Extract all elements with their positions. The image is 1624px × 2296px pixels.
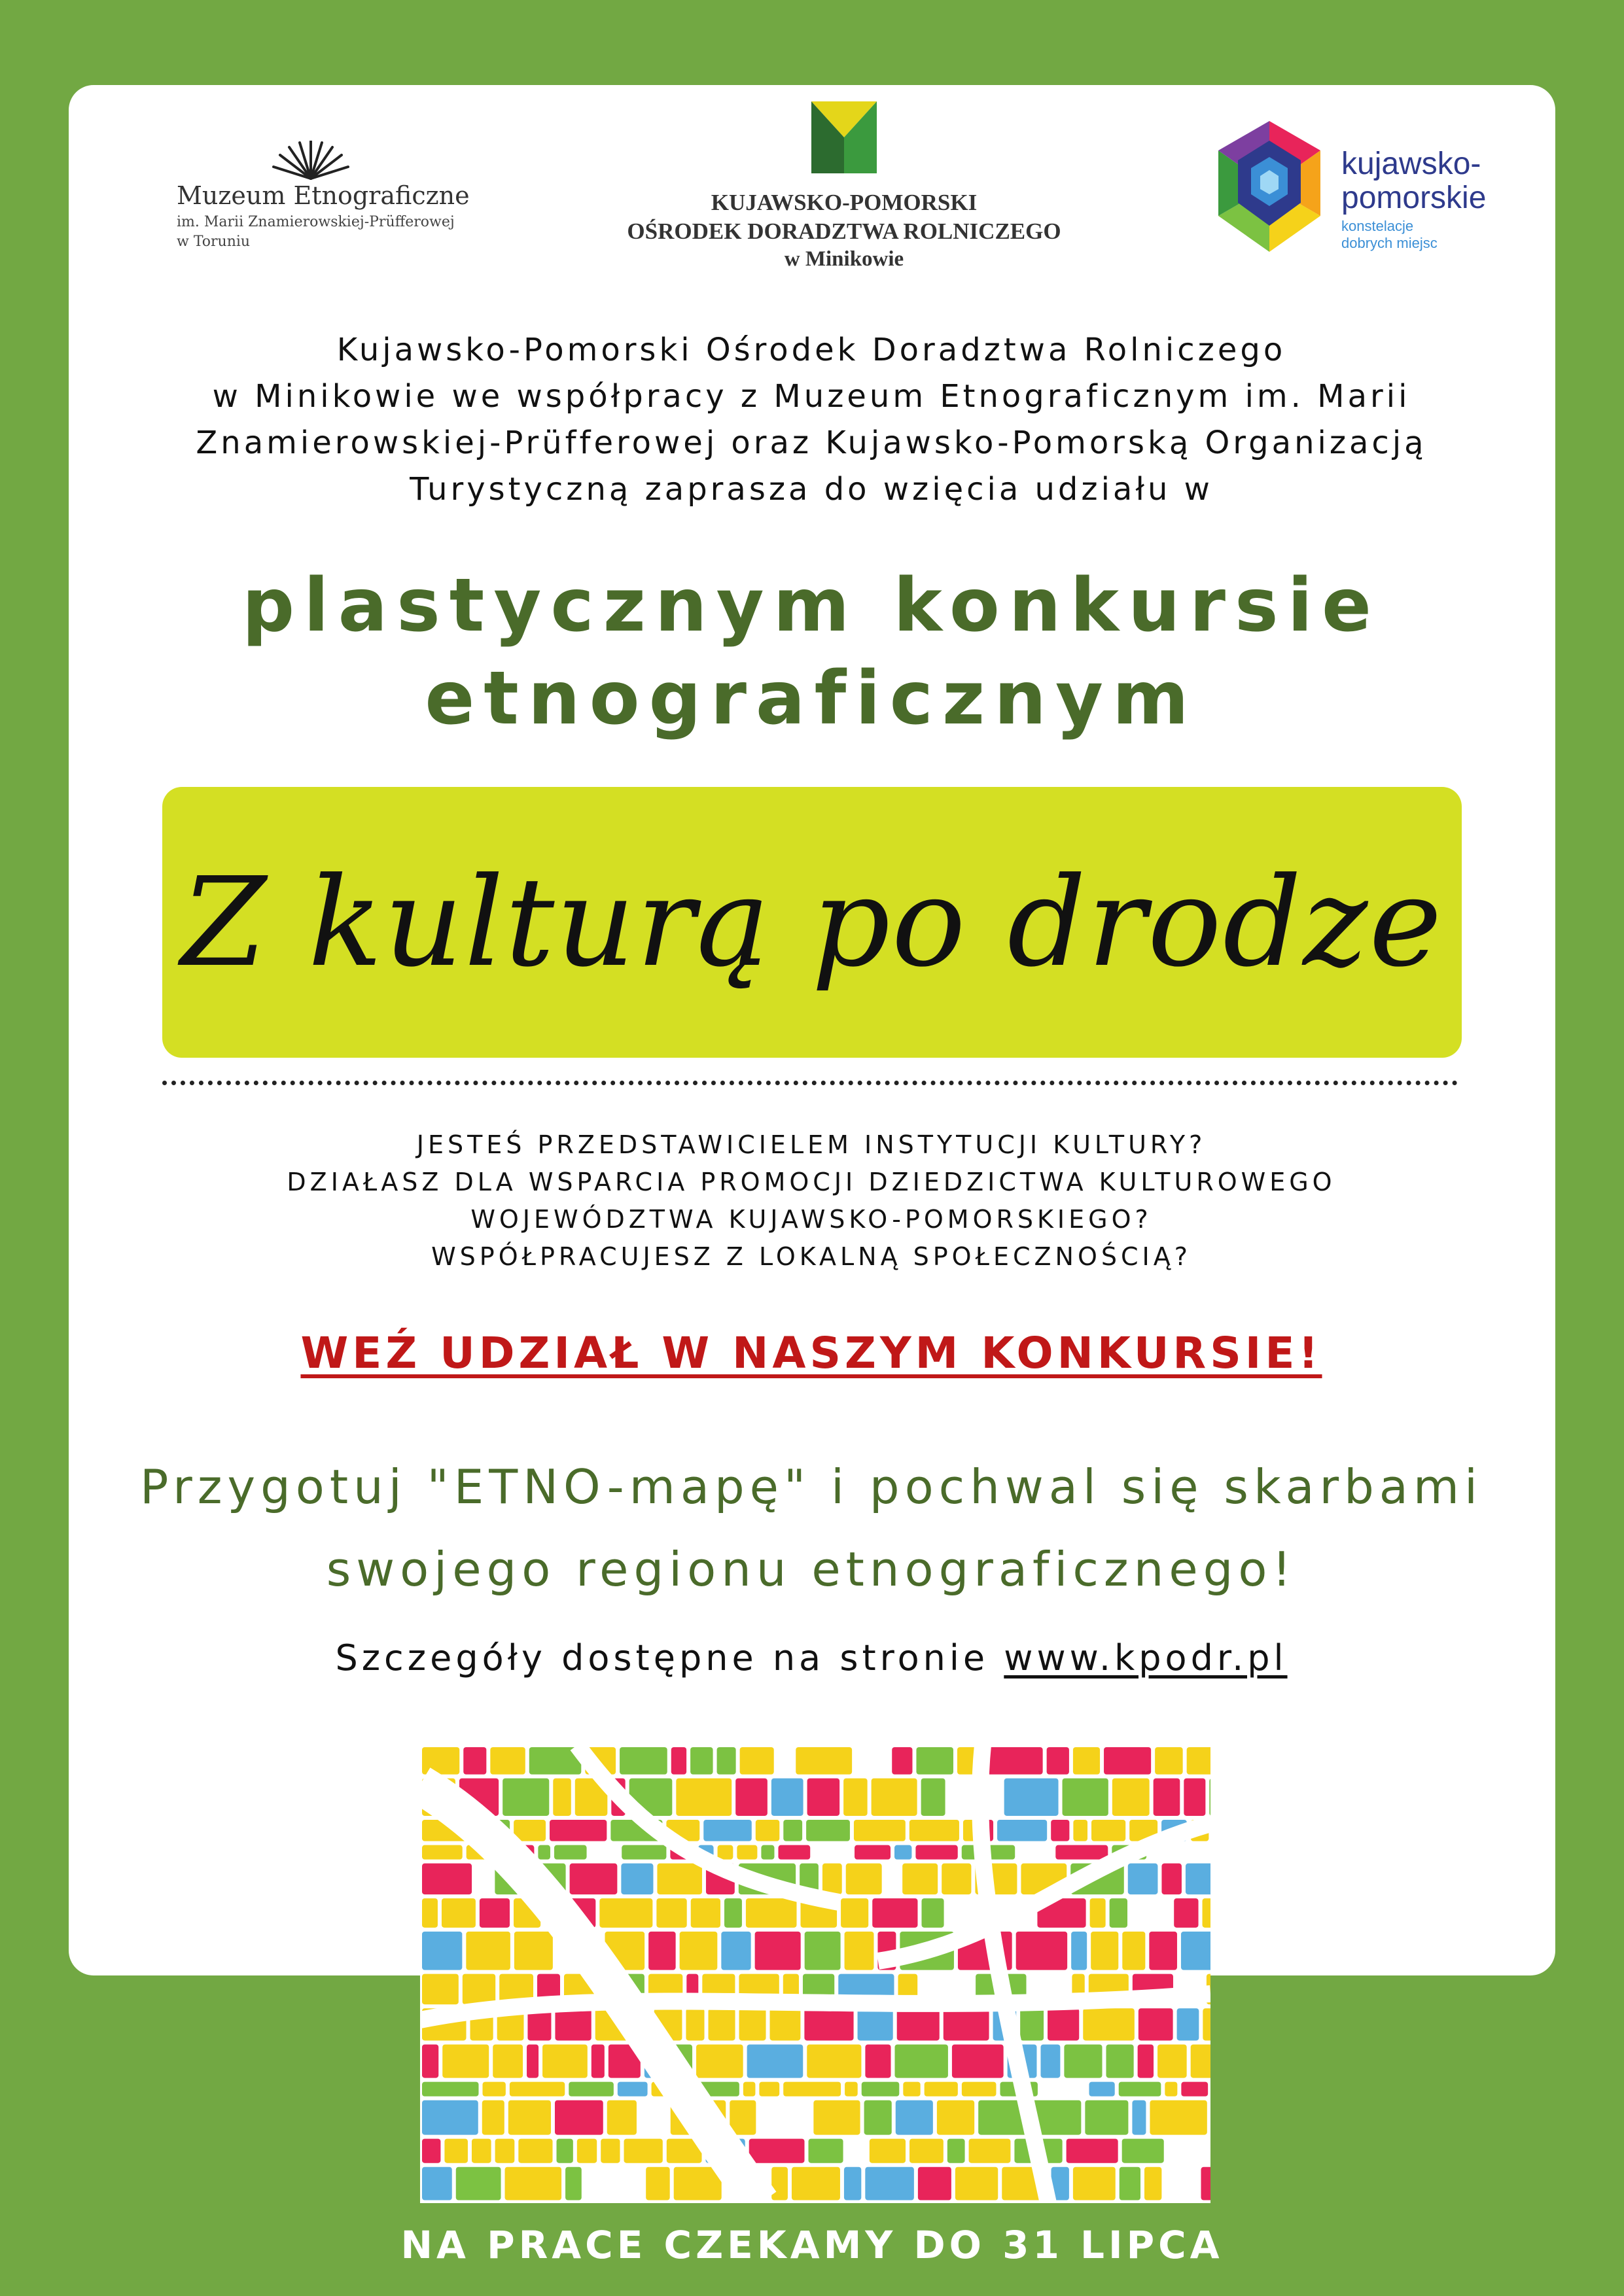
map-block xyxy=(442,1898,476,1928)
map-block xyxy=(746,1898,797,1928)
map-block xyxy=(1120,2167,1140,2200)
map-block xyxy=(1202,1845,1210,1860)
map-block xyxy=(892,1747,912,1775)
map-block xyxy=(676,1779,732,1816)
map-block xyxy=(909,2139,944,2163)
map-block xyxy=(1149,1932,1177,1970)
map-block xyxy=(1071,1932,1087,1970)
map-block xyxy=(422,2082,478,2096)
map-block xyxy=(554,1845,587,1860)
map-block xyxy=(646,2167,670,2200)
map-block xyxy=(1131,1898,1170,1928)
map-block xyxy=(1168,2139,1210,2163)
map-block xyxy=(845,2082,858,2096)
map-block xyxy=(1157,2044,1187,2078)
map-block xyxy=(586,2167,642,2200)
map-block xyxy=(624,2139,663,2163)
map-block xyxy=(783,1820,802,1841)
map-block xyxy=(1051,1820,1069,1841)
map-block xyxy=(856,1747,888,1775)
question-line: JESTEŚ PRZEDSTAWICIELEM INSTYTUCJI KULTURY? xyxy=(416,1130,1207,1159)
map-block xyxy=(952,2044,1004,2078)
map-block xyxy=(696,2044,743,2078)
city-map-illustration xyxy=(420,1745,1210,2203)
map-block xyxy=(730,2100,756,2135)
map-block xyxy=(718,1845,733,1860)
title-banner xyxy=(162,787,1462,1058)
map-block xyxy=(855,1845,891,1860)
map-block xyxy=(909,1820,959,1841)
map-block xyxy=(1085,2100,1128,2135)
map-block xyxy=(1112,1779,1150,1816)
intro-line: Znamierowskiej-Prüfferowej oraz Kujawsko-Pomorską Organizacją xyxy=(196,425,1427,461)
map-block xyxy=(915,1845,957,1860)
map-block xyxy=(550,1820,607,1841)
map-block xyxy=(844,2167,861,2200)
map-block xyxy=(1184,1779,1205,1816)
map-block xyxy=(620,1747,667,1775)
map-block xyxy=(804,2008,853,2040)
map-block xyxy=(886,1864,899,1894)
map-block xyxy=(1177,2008,1199,2040)
map-block xyxy=(538,1845,550,1860)
map-block xyxy=(1191,2044,1210,2078)
map-block xyxy=(493,2044,523,2078)
map-block xyxy=(955,2167,998,2200)
map-block xyxy=(1064,2044,1102,2078)
map-block xyxy=(865,2167,914,2200)
map-block xyxy=(1083,2008,1135,2040)
intro-line: w Minikowie we współpracy z Muzeum Etnograficznym im. Marii xyxy=(212,378,1411,415)
map-block xyxy=(1048,2008,1079,2040)
map-block xyxy=(737,1845,757,1860)
map-block xyxy=(896,2100,933,2135)
map-block xyxy=(1174,1898,1198,1928)
region-name-2: pomorskie xyxy=(1341,181,1487,215)
map-block xyxy=(1020,2008,1044,2040)
questions-block xyxy=(105,1126,1518,1276)
map-block xyxy=(708,2008,735,2040)
map-block xyxy=(456,2167,501,2200)
map-block xyxy=(1181,2082,1208,2096)
map-block xyxy=(986,1747,1043,1775)
hexagon-mosaic-icon xyxy=(1210,121,1328,252)
map-block xyxy=(503,1779,549,1816)
map-block xyxy=(903,2082,920,2096)
map-block xyxy=(577,2139,597,2163)
map-block xyxy=(902,1864,938,1894)
map-block xyxy=(671,1747,686,1775)
map-block xyxy=(805,1932,841,1970)
map-block xyxy=(1139,2008,1173,2040)
map-block xyxy=(916,1747,953,1775)
map-block xyxy=(717,1747,736,1775)
map-block xyxy=(472,2139,491,2163)
map-block xyxy=(1201,2167,1210,2200)
map-block xyxy=(1132,2100,1146,2135)
map-block xyxy=(648,1932,675,1970)
map-block xyxy=(569,2082,614,2096)
map-block xyxy=(1119,2082,1161,2096)
map-block xyxy=(599,1898,652,1928)
map-block xyxy=(937,2100,974,2135)
map-block xyxy=(735,1779,768,1816)
map-block xyxy=(1042,2082,1086,2096)
map-block xyxy=(621,1864,653,1894)
map-block xyxy=(622,1845,666,1860)
map-block xyxy=(422,1898,438,1928)
map-block xyxy=(565,2167,582,2200)
map-block xyxy=(1165,2082,1177,2096)
map-block xyxy=(846,1864,882,1894)
map-block xyxy=(771,2167,788,2200)
map-block xyxy=(854,1820,906,1841)
map-block xyxy=(1187,1747,1210,1775)
map-block xyxy=(422,1932,462,1970)
map-block xyxy=(557,2139,573,2163)
map-block xyxy=(555,2100,603,2135)
map-block xyxy=(1110,1898,1127,1928)
map-block xyxy=(490,1747,525,1775)
map-block xyxy=(897,2008,940,2040)
intro-line: Kujawsko-Pomorski Ośrodek Doradztwa Rolniczego xyxy=(336,332,1286,368)
map-block xyxy=(463,1747,486,1775)
map-block xyxy=(1004,1779,1059,1816)
map-block xyxy=(542,2044,588,2078)
map-block xyxy=(997,1820,1047,1841)
region-logo xyxy=(1210,121,1518,258)
map-block xyxy=(921,1898,944,1928)
prepare-line: Przygotuj "ETNO-mapę" i pochwal się skarbami xyxy=(139,1459,1483,1514)
map-block xyxy=(555,2008,591,2040)
map-block xyxy=(918,2167,951,2200)
map-block xyxy=(1203,1898,1210,1928)
map-block xyxy=(1073,2167,1116,2200)
map-block xyxy=(724,1898,742,1928)
map-block xyxy=(1067,2139,1118,2163)
map-block xyxy=(925,2082,958,2096)
map-block xyxy=(674,2167,722,2200)
map-block xyxy=(807,1779,840,1816)
map-block xyxy=(1181,1932,1210,1970)
map-block xyxy=(847,2139,866,2163)
map-block xyxy=(778,1845,810,1860)
map-block xyxy=(553,1779,571,1816)
odr-line-2: OŚRODEK DORADZTWA ROLNICZEGO xyxy=(627,218,1061,244)
odr-emblem-icon xyxy=(808,98,880,177)
map-block xyxy=(1209,1779,1210,1816)
map-block xyxy=(570,1864,618,1894)
map-block xyxy=(756,1820,780,1841)
map-block xyxy=(482,2100,504,2135)
map-block xyxy=(872,1898,917,1928)
map-block xyxy=(527,2044,538,2078)
map-block xyxy=(1090,1898,1106,1928)
odr-line-3: w Minikowie xyxy=(784,247,904,271)
map-block xyxy=(422,2139,440,2163)
fan-icon xyxy=(268,141,353,180)
map-block xyxy=(808,2139,843,2163)
map-block xyxy=(1091,1820,1125,1841)
map-block xyxy=(1089,2082,1114,2096)
map-block xyxy=(806,1820,850,1841)
map-block xyxy=(1203,2008,1210,2040)
map-block xyxy=(895,2044,948,2078)
map-block xyxy=(482,2082,505,2096)
map-block xyxy=(422,1864,472,1894)
map-block xyxy=(601,2139,620,2163)
map-block xyxy=(921,1779,945,1816)
map-block xyxy=(1047,1747,1069,1775)
map-block xyxy=(518,2139,552,2163)
museum-name: Muzeum Etnograficzne xyxy=(177,181,470,210)
map-block xyxy=(1128,1864,1158,1894)
map-block xyxy=(1106,2044,1133,2078)
map-block xyxy=(1040,2044,1060,2078)
region-name-1: kujawsko- xyxy=(1341,147,1481,181)
map-block xyxy=(1161,1864,1181,1894)
map-block xyxy=(807,2044,861,2078)
map-block xyxy=(1091,1932,1118,1970)
map-block xyxy=(749,2139,805,2163)
map-block xyxy=(466,1932,510,1970)
headline-line: plastycznym konkursie xyxy=(242,563,1381,648)
map-block xyxy=(814,1845,851,1860)
map-block xyxy=(444,2139,468,2163)
map-block xyxy=(858,2008,893,2040)
map-block xyxy=(1165,2167,1197,2200)
website-link[interactable]: www.kpodr.pl xyxy=(1004,1637,1288,1679)
dotted-divider xyxy=(162,1081,1458,1085)
map-block xyxy=(792,2167,840,2200)
map-block xyxy=(770,2008,801,2040)
map-block xyxy=(422,1845,463,1860)
intro-line: Turystyczną zaprasza do wzięcia udziału w xyxy=(410,471,1213,508)
question-line: WOJEWÓDZTWA KUJAWSKO-POMORSKIEGO? xyxy=(470,1205,1152,1234)
map-block xyxy=(841,1898,868,1928)
map-block xyxy=(740,1747,774,1775)
map-block xyxy=(1104,1747,1151,1775)
map-block xyxy=(813,2100,860,2135)
map-block xyxy=(691,1898,720,1928)
map-block xyxy=(870,2139,906,2163)
map-block xyxy=(641,2100,667,2135)
prepare-text xyxy=(92,1446,1531,1610)
map-block xyxy=(1155,1747,1183,1775)
details-line xyxy=(105,1637,1518,1679)
map-block xyxy=(607,2100,637,2135)
map-block xyxy=(1122,2139,1164,2163)
map-block xyxy=(755,1932,801,1970)
map-block xyxy=(422,1747,459,1775)
region-tagline-1: konstelacje xyxy=(1341,218,1414,234)
map-block xyxy=(1055,1845,1108,1860)
map-block xyxy=(962,2082,997,2096)
map-block xyxy=(690,1747,713,1775)
prepare-line: swojego regionu etnograficznego! xyxy=(326,1542,1297,1597)
map-block xyxy=(510,2082,565,2096)
map-block xyxy=(505,2167,562,2200)
map-block xyxy=(1138,2044,1154,2078)
map-block xyxy=(865,2044,891,2078)
map-block xyxy=(1186,1864,1210,1894)
map-block xyxy=(872,1779,917,1816)
map-block xyxy=(476,1864,491,1894)
map-block xyxy=(969,2139,1011,2163)
map-block xyxy=(1019,1845,1051,1860)
map-block xyxy=(942,1864,971,1894)
question-line: WSPÓŁPRACUJESZ Z LOKALNĄ SPOŁECZNOŚCIĄ? xyxy=(431,1242,1192,1271)
map-block xyxy=(480,1898,510,1928)
map-block xyxy=(1150,2100,1207,2135)
map-block xyxy=(686,2008,704,2040)
headline xyxy=(105,559,1518,745)
intro-paragraph xyxy=(105,327,1518,513)
map-block xyxy=(796,1747,852,1775)
deadline-footer: NA PRACE CZEKAMY DO 31 LIPCA xyxy=(400,2223,1224,2267)
map-block xyxy=(778,1747,792,1775)
odr-line-1: KUJAWSKO-POMORSKI xyxy=(711,190,978,215)
map-block xyxy=(843,1779,867,1816)
map-block xyxy=(703,1820,752,1841)
map-block xyxy=(463,1974,495,2005)
odr-logo xyxy=(576,98,1112,294)
map-block xyxy=(759,2082,779,2096)
map-block xyxy=(783,2082,841,2096)
map-block xyxy=(1144,2167,1161,2200)
map-block xyxy=(947,2139,965,2163)
map-block xyxy=(495,2139,515,2163)
museum-city: w Toruniu xyxy=(177,234,251,250)
map-block xyxy=(1073,1747,1100,1775)
map-block xyxy=(739,2008,766,2040)
map-block xyxy=(680,1932,718,1970)
map-block xyxy=(1073,1820,1087,1841)
map-block xyxy=(894,1845,911,1860)
map-block xyxy=(514,1932,553,1970)
museum-patron: im. Marii Znamierowskiej-Prüfferowej xyxy=(177,214,455,230)
museum-logo xyxy=(177,141,470,258)
contest-title: Z kulturą po drodze xyxy=(181,850,1443,994)
map-block xyxy=(422,2167,452,2200)
map-block xyxy=(657,1864,702,1894)
map-block xyxy=(1122,1932,1145,1970)
map-block xyxy=(656,1898,686,1928)
question-line: DZIAŁASZ DLA WSPARCIA PROMOCJI DZIEDZICTWA KULTUROWEGO xyxy=(287,1168,1336,1196)
map-block xyxy=(721,1932,750,1970)
map-block xyxy=(747,2044,803,2078)
map-block xyxy=(1154,1779,1180,1816)
map-block xyxy=(508,2100,551,2135)
map-block xyxy=(1016,1932,1067,1970)
map-block xyxy=(591,1845,618,1860)
headline-line: etnograficznym xyxy=(425,656,1198,741)
map-block xyxy=(862,2082,900,2096)
map-block xyxy=(760,2100,809,2135)
map-block xyxy=(822,1864,842,1894)
call-to-action: WEŹ UDZIAŁ W NASZYM KONKURSIE! xyxy=(300,1328,1322,1378)
map-block xyxy=(761,1845,774,1860)
map-block xyxy=(591,2044,605,2078)
map-block xyxy=(422,2100,478,2135)
map-block xyxy=(422,2044,438,2078)
map-block xyxy=(422,1974,459,2005)
region-tagline-2: dobrych miejsc xyxy=(1341,235,1438,251)
map-block xyxy=(1063,1779,1108,1816)
map-block xyxy=(864,2100,892,2135)
map-block xyxy=(771,1779,803,1816)
map-block xyxy=(442,2044,489,2078)
map-block xyxy=(743,2082,756,2096)
map-block xyxy=(845,1932,874,1970)
map-block xyxy=(944,2008,989,2040)
details-text: Szczegóły dostępne na stronie xyxy=(335,1637,1004,1679)
map-block xyxy=(618,2082,648,2096)
